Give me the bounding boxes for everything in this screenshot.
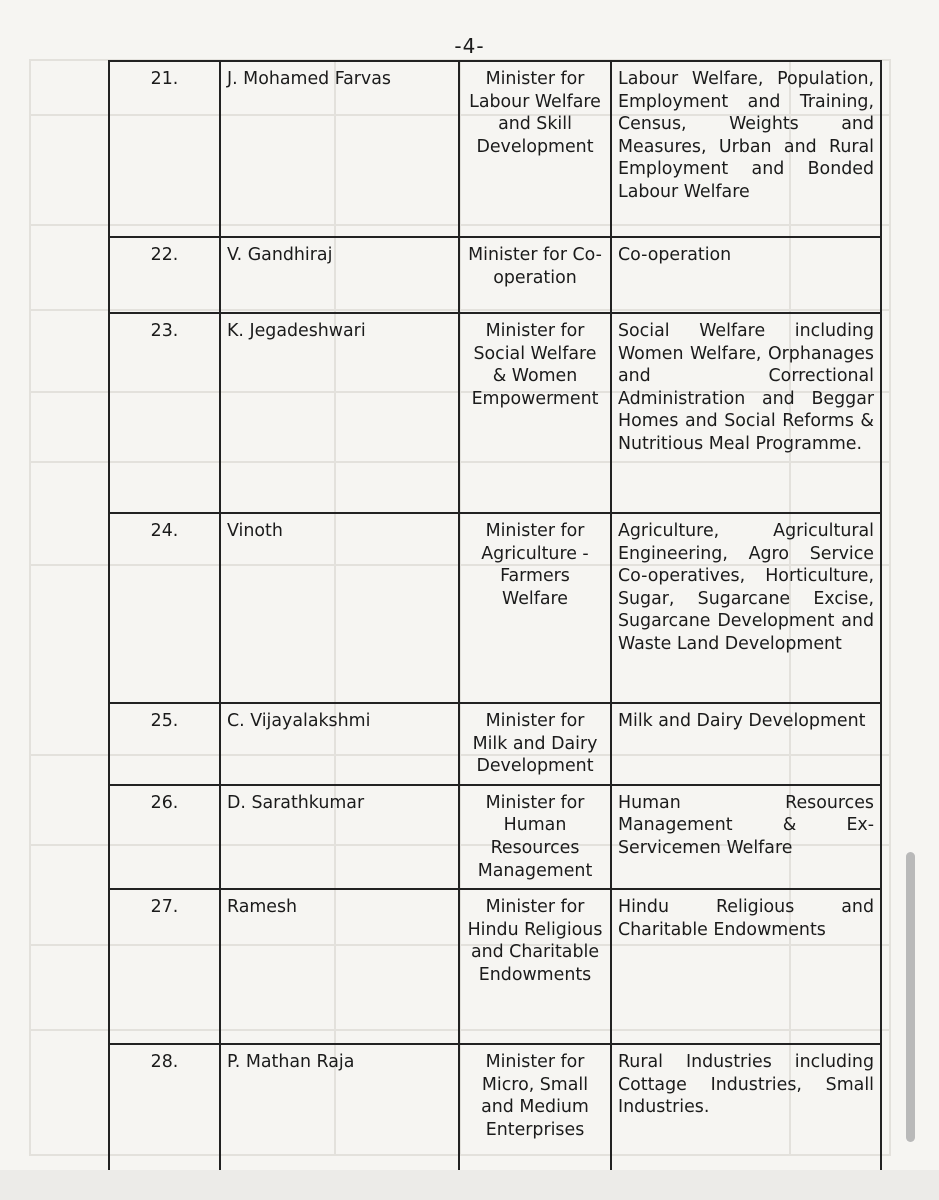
- portfolio-subjects: Agriculture, Agricultural Engineering, Agro Service Co-operatives, Horticulture, Sugar, Sugarcane Excise, Sugarcane Development and Waste Land Development: [611, 513, 881, 703]
- portfolio-subjects: Social Welfare including Women Welfare, Orphanages and Correctional Administration and Beggar Homes and Social Reforms & Nutritious Meal Programme.: [611, 313, 881, 513]
- serial-number: 24.: [109, 513, 220, 703]
- page-bottom-band: [0, 1170, 939, 1200]
- minister-name: Ramesh: [220, 889, 459, 1044]
- ministry-title: Minister for Agriculture - Farmers Welfare: [459, 513, 611, 703]
- portfolio-subjects: Labour Welfare, Population, Employment and Training, Census, Weights and Measures, Urban and Rural Employment and Bonded Labour Welfare: [611, 61, 881, 237]
- ministry-title: Minister for Hindu Religious and Charitable Endowments: [459, 889, 611, 1044]
- serial-number: 21.: [109, 61, 220, 237]
- ministry-title: Minister for Co-operation: [459, 237, 611, 313]
- serial-number: 23.: [109, 313, 220, 513]
- minister-name: J. Mohamed Farvas: [220, 61, 459, 237]
- ministry-title: Minister for Milk and Dairy Development: [459, 703, 611, 785]
- table-row: [109, 703, 881, 785]
- minister-name: D. Sarathkumar: [220, 785, 459, 889]
- page-number: -4-: [454, 34, 485, 58]
- table-row: [109, 313, 881, 513]
- portfolio-subjects: Human Resources Management & Ex-Servicemen Welfare: [611, 785, 881, 889]
- portfolio-subjects: Co-operation: [611, 237, 881, 313]
- table-row: [109, 785, 881, 889]
- table-row: [109, 513, 881, 703]
- portfolio-subjects: Milk and Dairy Development: [611, 703, 881, 785]
- portfolio-subjects: Rural Industries including Cottage Industries, Small Industries.: [611, 1044, 881, 1180]
- minister-name: V. Gandhiraj: [220, 237, 459, 313]
- ministry-title: Minister for Human Resources Management: [459, 785, 611, 889]
- scrollbar-thumb[interactable]: [906, 852, 915, 1142]
- serial-number: 28.: [109, 1044, 220, 1180]
- ministers-portfolio-table: [108, 60, 882, 1181]
- ministry-title: Minister for Labour Welfare and Skill Development: [459, 61, 611, 237]
- serial-number: 26.: [109, 785, 220, 889]
- table-row: [109, 61, 881, 237]
- portfolio-subjects: Hindu Religious and Charitable Endowments: [611, 889, 881, 1044]
- serial-number: 22.: [109, 237, 220, 313]
- table-row: [109, 237, 881, 313]
- table-row: [109, 1044, 881, 1180]
- ministry-title: Minister for Social Welfare & Women Empowerment: [459, 313, 611, 513]
- minister-name: Vinoth: [220, 513, 459, 703]
- minister-name: C. Vijayalakshmi: [220, 703, 459, 785]
- ministry-title: Minister for Micro, Small and Medium Enterprises: [459, 1044, 611, 1180]
- table-row: [109, 889, 881, 1044]
- serial-number: 27.: [109, 889, 220, 1044]
- serial-number: 25.: [109, 703, 220, 785]
- minister-name: P. Mathan Raja: [220, 1044, 459, 1180]
- minister-name: K. Jegadeshwari: [220, 313, 459, 513]
